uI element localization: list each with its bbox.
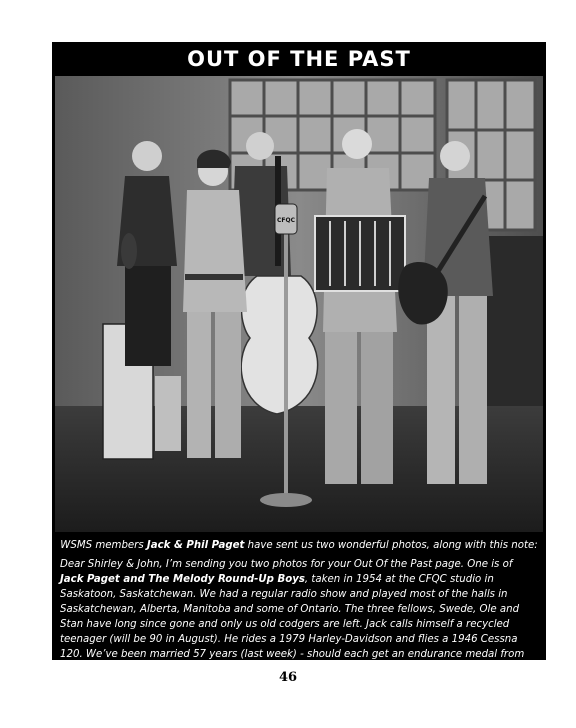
caption-intro (60, 538, 538, 553)
intro-text-end: have sent us two wonderful photos, along with this note: (244, 540, 538, 551)
band-name-sons-of-the-sage: Sons of the Sage (189, 682, 287, 693)
paragraph-1-text: Dear Shirley & John, I’m sending you two photos for your Out Of the Past page. One is of (60, 559, 513, 570)
article-panel (52, 42, 546, 723)
caption-paragraph-1 (60, 557, 538, 677)
band-photo (55, 76, 543, 532)
paragraph-1-text-end: , taken in 1954 at the CFQC studio in Saskatoon, Saskatchewan. We had a regular radio show and played most of the halls in Saskatchewan, Alberta, Manitoba and some of Ontario. The three fellows, Swede, Ole and Stan have long since gone and only us old codgers are left. Jack calls himself a recycled teenager (will be 90 in August). He rides a 1979 Harley-Davidson and flies a 1946 Cessna 120. We’ve been married 57 years (last week) - should each get an endurance medal from the Mayor or someone! (60, 574, 525, 675)
person-singer (183, 150, 247, 458)
mic-flag-label: CFQC (276, 217, 296, 224)
intro-names: Jack & Phil Paget (146, 540, 245, 551)
paragraph-2-text: The other photo is of the (60, 682, 190, 693)
band-name-melody-round-up-boys: Jack Paget and The Melody Round-Up Boys (60, 574, 305, 585)
caption-paragraph-2 (60, 680, 538, 725)
paragraph-2-text-end: , a band that played out of CHAB, Moose Jaw, Sask. Danny Romaniuk (violinist), used to write to me (before I was married) when I lived at Fox (60, 682, 530, 723)
band-photo-illustration (55, 76, 543, 532)
article-caption (60, 538, 538, 728)
intro-text: WSMS members (60, 540, 147, 551)
page-title: OUT OF THE PAST (187, 47, 411, 71)
amplifier (155, 376, 181, 451)
page-number: 46 (278, 670, 298, 685)
